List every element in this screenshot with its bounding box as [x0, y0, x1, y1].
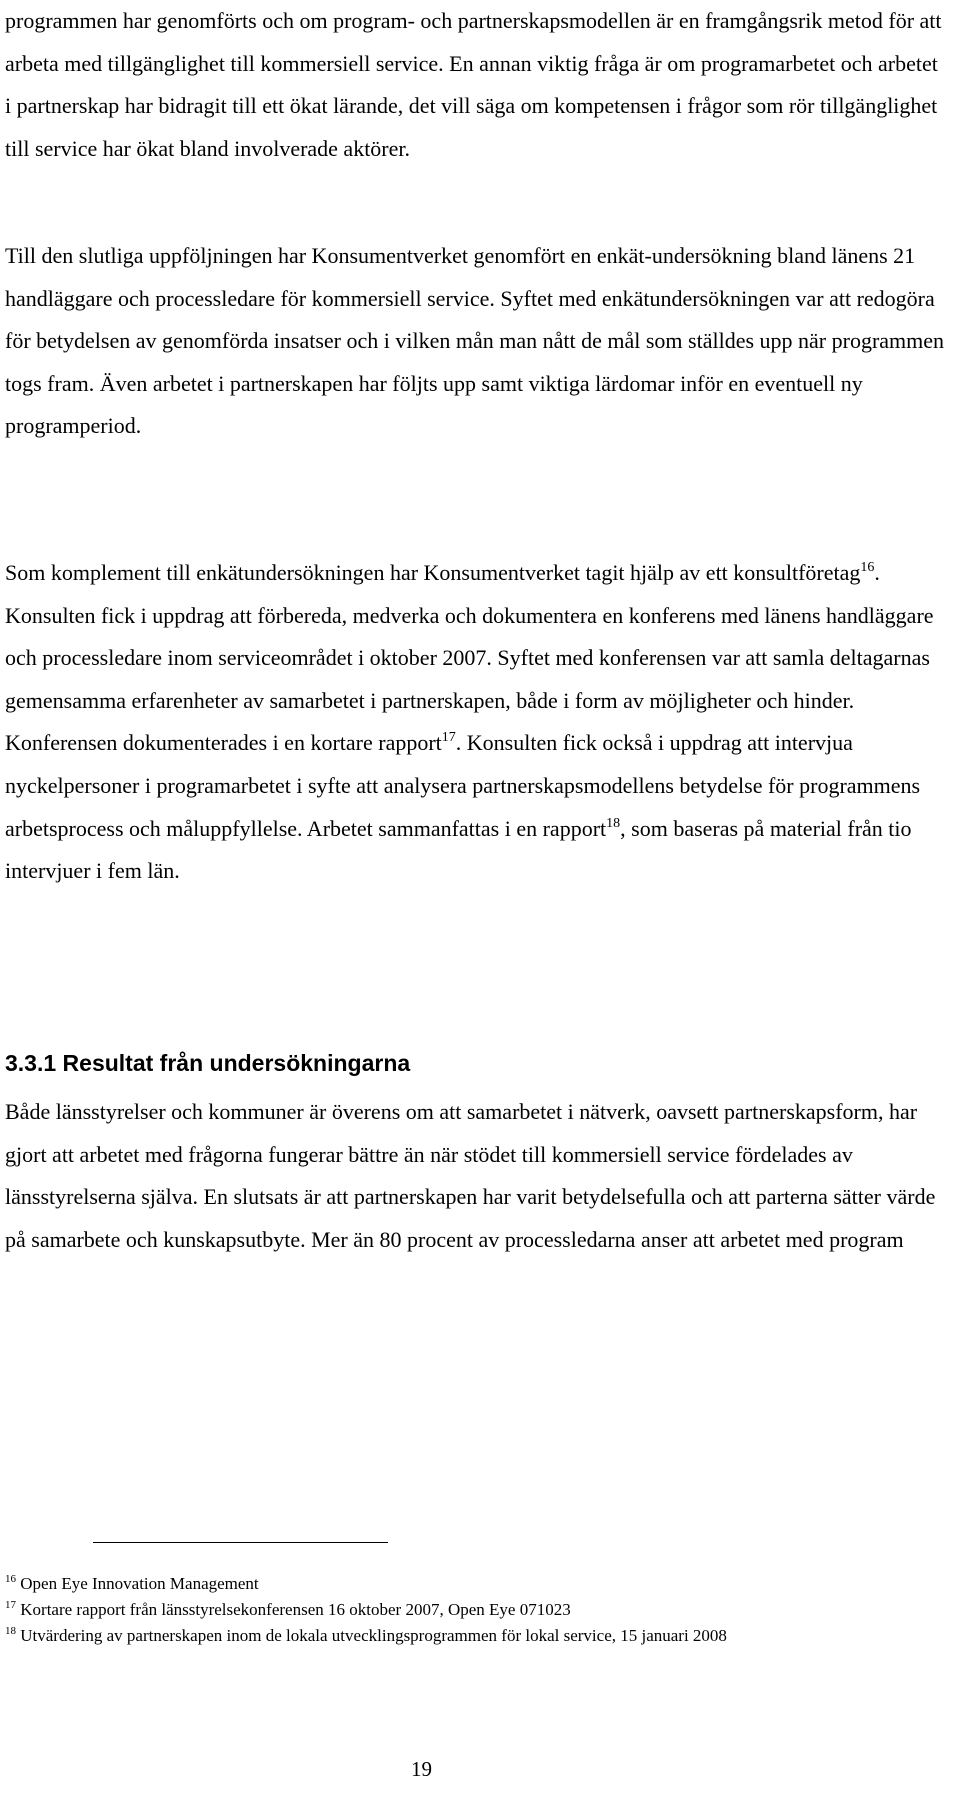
footnote-text: Kortare rapport från länsstyrelsekonferensen 16 oktober 2007, Open Eye 071023 [20, 1600, 571, 1619]
paragraph-consultant-part-d: , som baseras på material från tio intervjuer i fem län. [5, 815, 912, 884]
footnote-18 [5, 1623, 945, 1649]
paragraph-program-evaluation: programmen har genomförts och om program- och partnerskapsmodellen är en framgångsrik metod för att arbeta med tillgänglighet till kommersiell service. En annan viktig fråga är om programarbetet och arbetet i partnerskap har bidragit till ett ökat lärande, det vill säga om kompetensen i frågor som rör tillgänglighet till service har ökat bland involverade aktörer. [5, 8, 942, 161]
paragraph-consultant-part-c: . Konsulten fick också i uppdrag att intervjua nyckelpersoner i programarbetet i syfte att analysera partnerskapsmodellens betydelse för programmens arbetsprocess och måluppfyllelse. Arbetet sammanfattas i en rapport [5, 730, 921, 841]
footnotes [5, 1571, 945, 1649]
paragraph-consultant [5, 552, 945, 893]
footnote-number: 18 [5, 1625, 16, 1637]
footnote-divider [93, 1542, 388, 1543]
paragraph-survey: Till den slutliga uppföljningen har Konsumentverket genomfört en enkät-undersökning bland länens 21 handläggare och processledare för kommersiell service. Syftet med enkätundersökningen var att redogöra för betydelsen av genomförda insatser och i vilken mån man nått de mål som ställdes upp när programmen togs fram. Även arbetet i partnerskapen har följts upp samt viktiga lärdomar inför en eventuell ny programperiod. [5, 243, 945, 439]
page-number: 19 [411, 1757, 432, 1781]
section-heading: 3.3.1 Resultat från undersökningarna [5, 1050, 411, 1076]
footnote-number: 17 [5, 1599, 16, 1611]
footnote-16 [5, 1571, 945, 1597]
footnote-text: Utvärdering av partnerskapen inom de lokala utvecklingsprogrammen för lokal service, 15 januari 2008 [20, 1626, 727, 1645]
footnote-17 [5, 1597, 945, 1623]
paragraph-consultant-part-b: . Konsulten fick i uppdrag att förbereda, medverka och dokumentera en konferens med länens handläggare och processledare inom serviceområdet i oktober 2007. Syftet med konferensen var att samla deltagarnas gemensamma erfarenheter av samarbetet i partnerskapen, både i form av möjligheter och hinder. Konferensen dokumenterades i en kortare rapport [5, 560, 934, 756]
footnote-ref-18: 18 [606, 815, 621, 831]
footnote-text: Open Eye Innovation Management [20, 1574, 259, 1593]
footnote-ref-17: 17 [441, 730, 456, 746]
paragraph-consultant-part-a: Som komplement till enkätundersökningen har Konsumentverket tagit hjälp av ett konsultföretag [5, 560, 861, 585]
paragraph-results: Både länsstyrelser och kommuner är överens om att samarbetet i nätverk, oavsett partnerskapsform, har gjort att arbetet med frågorna fungerar bättre än när stödet till kommersiell service fördelades av länsstyrelserna själva. En slutsats är att partnerskapen har varit betydelsefulla och att parterna sätter värde på samarbete och kunskapsutbyte. Mer än 80 procent av processledarna anser att arbetet med program [5, 1099, 936, 1252]
footnote-number: 16 [5, 1573, 16, 1585]
footnote-ref-16: 16 [860, 560, 875, 575]
